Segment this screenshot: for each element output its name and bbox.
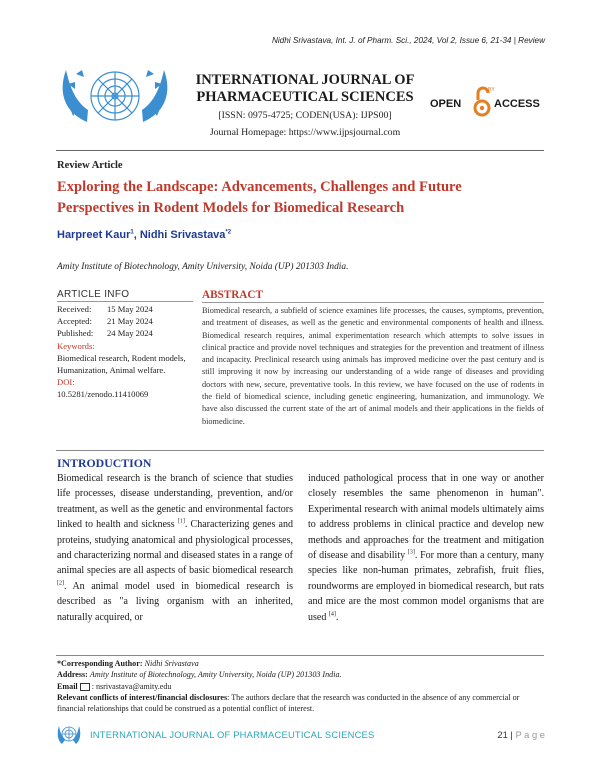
keywords-label: Keywords: — [57, 340, 95, 351]
un-emblem-icon — [54, 62, 176, 134]
citation-2[interactable]: [2] — [57, 580, 64, 587]
page-number-value: 21 — [497, 729, 508, 740]
article-title: Exploring the Landscape: Advancements, Challenges and Future Perspectives in Rodent Models for Biomedical Research — [57, 179, 462, 216]
author-address — [57, 669, 545, 680]
author-sep: , — [133, 229, 140, 241]
footnote-rule — [56, 655, 544, 656]
oa-open-text: OPEN — [430, 98, 462, 110]
doi-label: DOI: — [57, 377, 75, 388]
address-label: Address: — [57, 670, 88, 679]
section-rule — [56, 450, 544, 451]
received-label: Received: — [57, 304, 92, 314]
intro-column-right — [308, 471, 544, 625]
accepted-date: 21 May 2024 — [107, 316, 153, 327]
intro-text: . — [335, 611, 339, 623]
received-row — [57, 303, 197, 315]
journal-issn: [ISSN: 0975-4725; CODEN(USA): IJPS00] — [218, 110, 392, 121]
article-info — [57, 303, 197, 401]
corr-name: Nidhi Srivastava — [144, 659, 199, 668]
email-address[interactable]: : nsrivastava@amity.edu — [91, 682, 172, 691]
footer-journal-name: INTERNATIONAL JOURNAL OF PHARMACEUTICAL SCIENCES — [90, 729, 375, 740]
header-rule — [56, 150, 544, 151]
running-head: Nidhi Srivastava, Int. J. of Pharm. Sci., 2024, Vol 2, Issue 6, 21-34 | Review — [271, 36, 545, 45]
page-number — [497, 729, 545, 740]
author-email — [57, 681, 545, 692]
introduction-heading: INTRODUCTION — [57, 456, 152, 470]
published-row — [57, 327, 197, 339]
intro-column-left — [57, 471, 293, 625]
intro-text: . Characterizing genes and proteins, studying anatomical and physiological processes, and characterizing normal and diseased states in a range of animal species are all aspects of basic biomedical research — [57, 519, 293, 577]
citation-1[interactable]: [1] — [177, 518, 185, 525]
author-1-sup: 1 — [130, 229, 134, 236]
doi-link[interactable]: 10.5281/zenodo.11410069 — [57, 389, 149, 400]
mail-icon — [80, 683, 90, 691]
keywords: Biomedical research, Rodent models, Humanization, Animal welfare. — [57, 352, 186, 376]
article-info-heading: ARTICLE INFO — [57, 289, 193, 302]
abstract-text: Biomedical research, a subfield of science examines life processes, the causes, symptoms, prevention, and treatment of diseases, as well as the genetic and environmental components of health and illness. Biomedical research requires, animal experimentation research which attempts to solve issues in clinical practice and provide novel techniques and strategies for the prevention and treatment of illness and incapacity. Preclinical research using animals has improved medicine over the past century and is still improving it now by increasing our understanding of a wide range of diseases and providing doctors with new, secure, preventative tools. In this review, we have focused on the use of rodents in the field of biomedical science, including genetic engineering, humanization, and immunology. We have also discussed the current state of the art of animal models and their applications in the fields of biomedicine. — [202, 306, 544, 426]
corr-label: *Corresponding Author: — [57, 659, 143, 668]
published-label: Published: — [57, 328, 94, 339]
corresponding-author — [57, 658, 545, 669]
coi-text: : The authors declare that the research was conducted in the absence of any commercial or financial relationships that could be construed as a potential conflict of interest. — [57, 693, 520, 713]
affiliation: Amity Institute of Biotechnology, Amity University, Noida (UP) 201303 India. — [57, 262, 349, 272]
citation-3[interactable]: [3] — [407, 549, 415, 556]
oa-by-text: BY — [488, 87, 495, 93]
journal-masthead — [195, 72, 415, 140]
page-word: P a g e — [515, 729, 545, 740]
citation-4[interactable]: [4] — [328, 611, 336, 618]
conflict-of-interest — [57, 692, 545, 714]
accepted-row — [57, 315, 197, 327]
journal-homepage[interactable]: Journal Homepage: https://www.ijpsjournal.com — [209, 127, 401, 138]
author-list — [57, 229, 231, 241]
article-type: Review Article — [57, 160, 123, 171]
intro-text: induced pathological process that in one way or another closely resembles the same phenomenon in human". Experimental research with animal models ultimately aims to address problems in clinical practice and develop new methods and approaches for the treatment and mitigation of disease and disability — [308, 473, 544, 562]
open-access-logo — [428, 84, 546, 120]
intro-text: Biomedical research is the branch of science that studies life processes, disease understanding, prevention, and/or treatment, as well as the genetic and environmental factors linked to health and sickness — [57, 473, 293, 531]
received-date: 15 May 2024 — [107, 304, 153, 314]
address-text: Amity Institute of Biotechnology, Amity University, Noida (UP) 201303 India. — [89, 670, 342, 679]
published-date: 24 May 2024 — [107, 328, 153, 339]
author-2-sup: *2 — [225, 229, 232, 236]
journal-title-line1: INTERNATIONAL JOURNAL OF — [195, 72, 415, 88]
page-sep: | — [507, 729, 516, 740]
author-1[interactable]: Harpreet Kaur — [57, 229, 131, 241]
coi-label: Relevant conflicts of interest/financial disclosures — [57, 693, 228, 702]
un-emblem-small-icon — [56, 722, 82, 748]
intro-text: . An animal model used in biomedical research is described as "a living organism with an inherited, naturally acquired, or — [57, 580, 293, 623]
author-2[interactable]: Nidhi Srivastava — [139, 229, 226, 241]
email-label: Email — [57, 682, 78, 691]
journal-title-line2: PHARMACEUTICAL SCIENCES — [196, 89, 414, 105]
oa-access-text: ACCESS — [494, 98, 540, 110]
abstract-heading: ABSTRACT — [202, 289, 544, 303]
accepted-label: Accepted: — [57, 316, 92, 327]
intro-text: . For more than a century, many species like non-human primates, zebrafish, fruit flies, roundworms are employed in biomedical research, but rats and mice are the most common model organisms that are used — [308, 550, 544, 623]
